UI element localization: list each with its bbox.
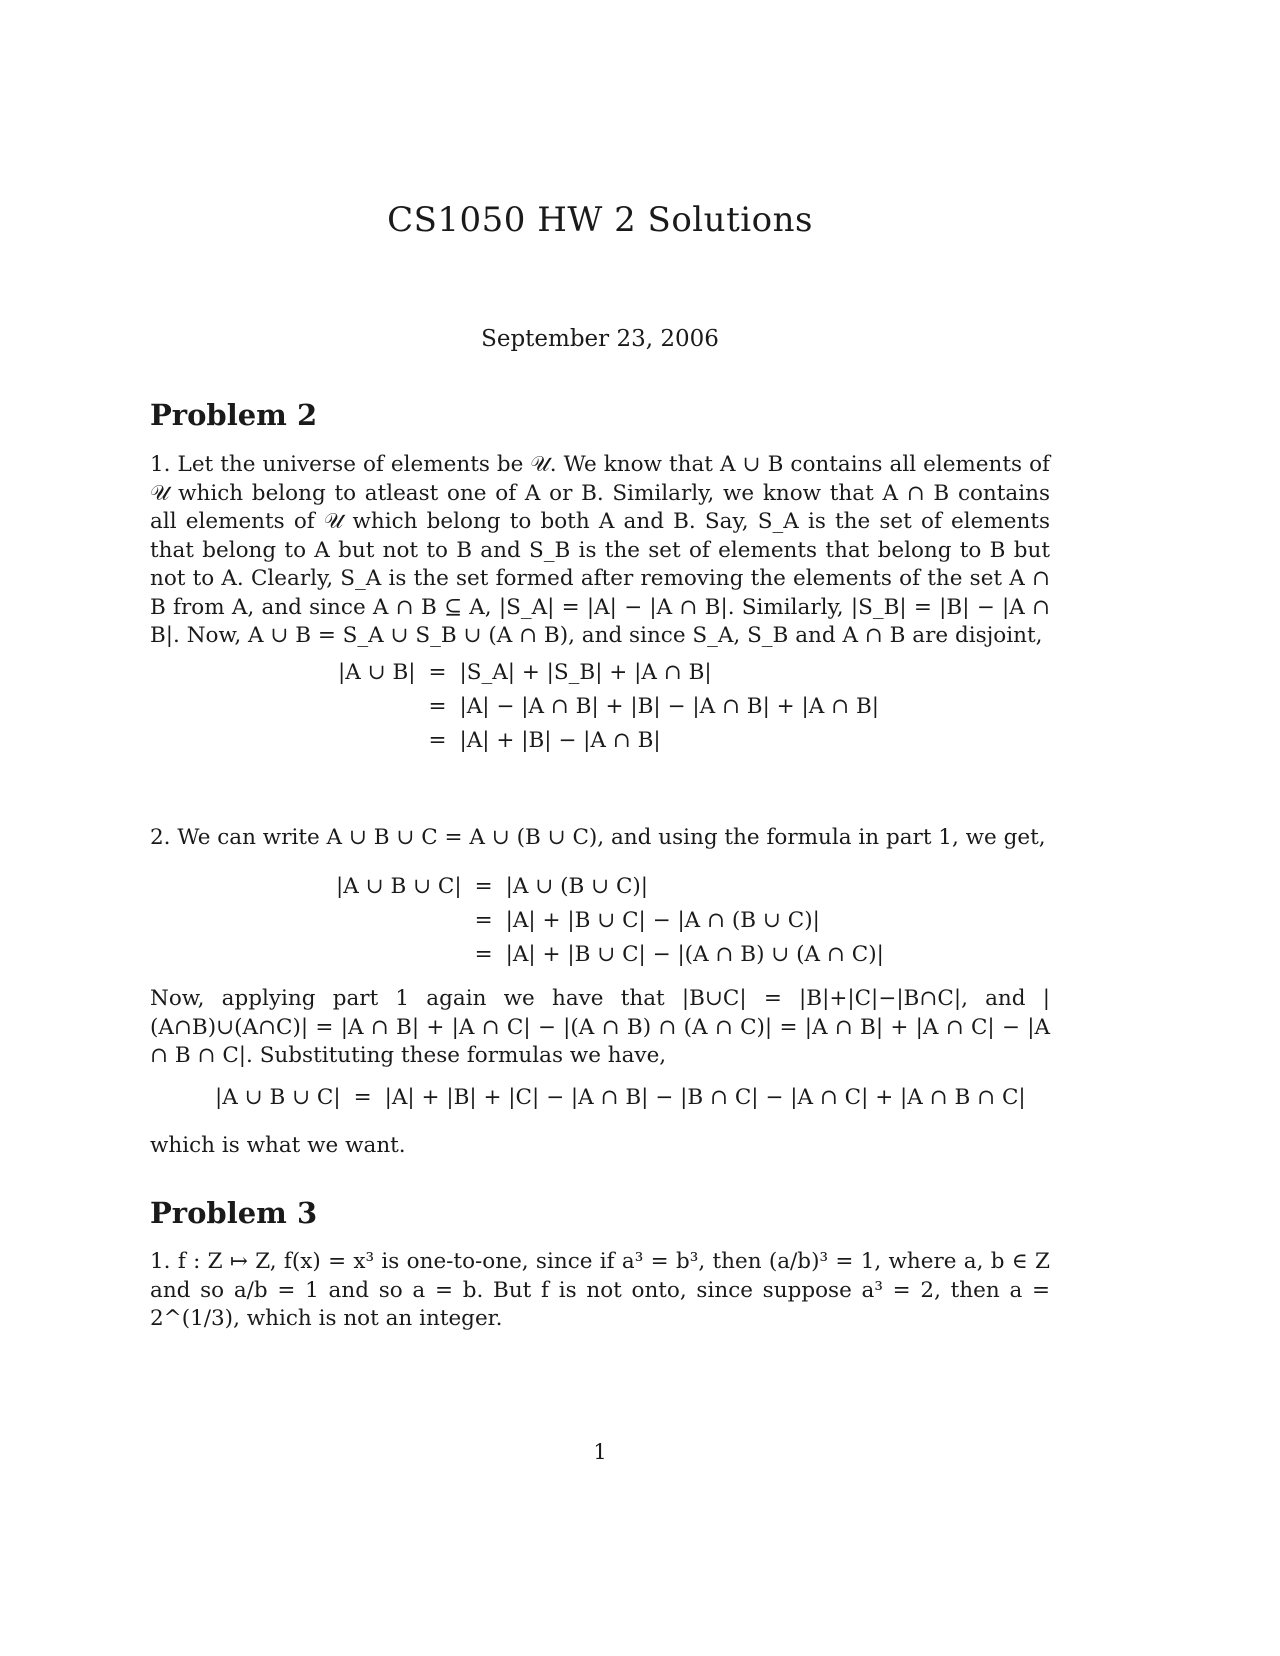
equation-inclusion-exclusion xyxy=(215,1081,1026,1115)
problem-2-part-2-text xyxy=(150,824,1050,853)
problem-2-part-1-text xyxy=(150,451,1050,651)
equation-lhs: |A ∪ B| xyxy=(338,660,416,685)
equals-sign: = xyxy=(428,660,447,685)
equation-union-three-sets xyxy=(336,870,884,972)
equation-union-two-sets xyxy=(338,656,879,758)
problem-2-part-1-paragraph: 1. Let the universe of elements be 𝒰. We know that A ∪ B contains all elements of 𝒰 which belong to atleast one of A or B. Similarly, we know that A ∩ B contains all elements of 𝒰 which belong to both A and B. Say, S_A is the set of elements that belong to A but not to B and S_B is the set of elements that belong to B but not to A. Clearly, S_A is the set formed after removing the elements of the set A ∩ B from A, and since A ∩ B ⊆ A, |S_A| = |A| − |A ∩ B|. Similarly, |S_B| = |B| − |A ∩ B|. Now, A ∪ B = S_A ∪ S_B ∪ (A ∩ B), and since S_A, S_B and A ∩ B are disjoint, xyxy=(150,452,1050,648)
equals-sign: = xyxy=(474,908,493,933)
problem-2-part-2-paragraph: 2. We can write A ∪ B ∪ C = A ∪ (B ∪ C), and using the formula in part 1, we get, xyxy=(150,825,1046,850)
equation-lhs: |A ∪ B ∪ C| xyxy=(215,1085,341,1110)
page-number: 1 xyxy=(593,1440,607,1464)
problem-2-conclusion-text: which is what we want. xyxy=(150,1133,406,1158)
equals-sign: = xyxy=(428,694,447,719)
equation-row: |A| + |B| − |A ∩ B| xyxy=(459,728,661,753)
equation-row: |S_A| + |S_B| + |A ∩ B| xyxy=(459,660,712,685)
equation-lhs: |A ∪ B ∪ C| xyxy=(336,874,462,899)
document-date: September 23, 2006 xyxy=(481,326,719,352)
equation-row: |A| + |B| + |C| − |A ∩ B| − |B ∩ C| − |A ∩ C| + |A ∩ B ∩ C| xyxy=(384,1085,1026,1110)
problem-2-part-2-paragraph-b: Now, applying part 1 again we have that |B∪C| = |B|+|C|−|B∩C|, and |(A∩B)∪(A∩C)| = |A ∩ B| + |A ∩ C| − |(A ∩ B) ∩ (A ∩ C)| = |A ∩ B| + |A ∩ C| − |A ∩ B ∩ C|. Substituting these formulas we have, xyxy=(150,986,1050,1068)
problem-3-part-1-paragraph: 1. f : Z ↦ Z, f(x) = x³ is one-to-one, since if a³ = b³, then (a/b)³ = 1, where a, b ∈ Z and so a/b = 1 and so a = b. But f is not onto, since suppose a³ = 2, then a = 2^(1/3), which is not an integer. xyxy=(150,1249,1050,1331)
problem-3-part-1-text xyxy=(150,1248,1050,1334)
equation-row: |A| + |B ∪ C| − |(A ∩ B) ∪ (A ∩ C)| xyxy=(505,942,884,967)
problem-2-part-2-continuation xyxy=(150,985,1050,1071)
document-title: CS1050 HW 2 Solutions xyxy=(387,200,813,240)
equation-row: |A| + |B ∪ C| − |A ∩ (B ∪ C)| xyxy=(505,908,820,933)
problem-2-heading: Problem 2 xyxy=(150,398,318,432)
equation-row: |A| − |A ∩ B| + |B| − |A ∩ B| + |A ∩ B| xyxy=(459,694,880,719)
equals-sign: = xyxy=(474,942,493,967)
equals-sign: = xyxy=(428,728,447,753)
equals-sign: = xyxy=(474,874,493,899)
equals-sign: = xyxy=(353,1085,372,1110)
equation-row: |A ∪ (B ∪ C)| xyxy=(505,874,649,899)
problem-2-conclusion xyxy=(150,1132,1050,1161)
problem-3-heading: Problem 3 xyxy=(150,1196,318,1230)
